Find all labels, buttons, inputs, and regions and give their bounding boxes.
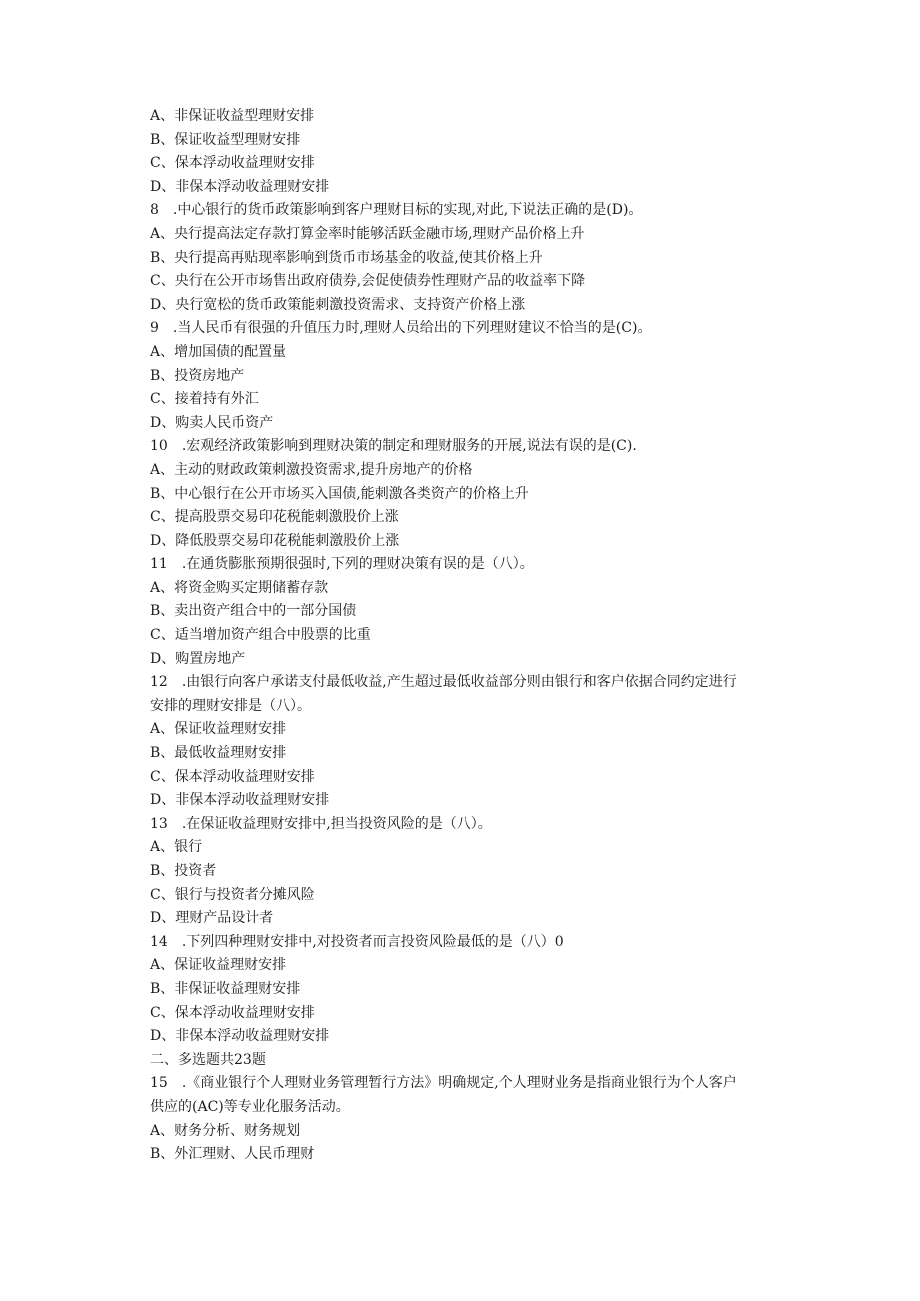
option-line: D、央行宽松的货币政策能刺激投资需求、支持资产价格上涨 bbox=[150, 296, 526, 313]
question-line-continued: 安排的理财安排是（八）。 bbox=[150, 697, 311, 714]
question-line: 9 .当人民币有很强的升值压力时,理财人员给出的下列理财建议不恰当的是(C)。 bbox=[150, 320, 652, 337]
question-line: 8 .中心银行的货币政策影响到客户理财目标的实现,对此,下说法正确的是(D)。 bbox=[150, 202, 643, 219]
option-line: B、非保证收益理财安排 bbox=[150, 980, 301, 997]
section-heading: 二、多选题共23题 bbox=[150, 1051, 266, 1068]
option-line: A、央行提高法定存款打算金率时能够活跃金融市场,理财产品价格上升 bbox=[150, 225, 585, 242]
option-line: A、银行 bbox=[150, 839, 203, 856]
question-line: 10 .宏观经济政策影响到理财决策的制定和理财服务的开展,说法有误的是(C). bbox=[150, 438, 637, 455]
option-line: A、保证收益理财安排 bbox=[150, 721, 287, 738]
option-line: A、将资金购买定期储蓄存款 bbox=[150, 579, 329, 596]
option-line: C、提高股票交易印花税能刺激股价上涨 bbox=[150, 509, 399, 526]
option-line: C、接着持有外汇 bbox=[150, 391, 259, 408]
option-line: A、非保证收益型理财安排 bbox=[150, 108, 315, 124]
option-line: D、购置房地产 bbox=[150, 650, 246, 667]
option-line: B、保证收益型理财安排 bbox=[150, 131, 301, 148]
option-line: C、保本浮动收益理财安排 bbox=[150, 768, 315, 785]
option-line: C、保本浮动收益理财安排 bbox=[150, 1004, 315, 1021]
question-line: 14 .下列四种理财安排中,对投资者而言投资风险最低的是（八）0 bbox=[150, 933, 564, 950]
option-line: A、保证收益理财安排 bbox=[150, 957, 287, 974]
option-line: B、卖出资产组合中的一部分国债 bbox=[150, 603, 357, 620]
option-line: C、保本浮动收益理财安排 bbox=[150, 155, 315, 172]
option-line: B、中心银行在公开市场买入国债,能刺激各类资产的价格上升 bbox=[150, 485, 529, 502]
question-line: 15 .《商业银行个人理财业务管理暂行方法》明确规定,个人理财业务是指商业银行为个人客户 bbox=[150, 1075, 737, 1092]
option-line: D、非保本浮动收益理财安排 bbox=[150, 178, 330, 195]
option-line: D、降低股票交易印花税能刺激股价上涨 bbox=[150, 532, 400, 549]
option-line: B、投资房地产 bbox=[150, 367, 245, 384]
option-line: A、财务分析、财务规划 bbox=[150, 1122, 301, 1139]
option-line: B、最低收益理财安排 bbox=[150, 745, 287, 762]
option-line: D、非保本浮动收益理财安排 bbox=[150, 1028, 330, 1045]
option-line: B、外汇理财、人民币理财 bbox=[150, 1146, 315, 1163]
option-line: A、增加国债的配置量 bbox=[150, 343, 287, 360]
document-body bbox=[150, 105, 820, 1167]
question-line-continued: 供应的(AC)等专业化服务活动。 bbox=[150, 1098, 350, 1115]
option-line: C、银行与投资者分摊风险 bbox=[150, 886, 315, 903]
option-line: C、央行在公开市场售出政府债券,会促使债券性理财产品的收益率下降 bbox=[150, 273, 586, 290]
option-line: D、理财产品设计者 bbox=[150, 910, 274, 927]
option-line: A、主动的财政政策刺激投资需求,提升房地产的价格 bbox=[150, 461, 473, 478]
option-line: D、购卖人民币资产 bbox=[150, 414, 274, 431]
question-line: 11 .在通货膨胀预期很强时,下列的理财决策有误的是（八）。 bbox=[150, 556, 534, 573]
question-line: 13 .在保证收益理财安排中,担当投资风险的是（八）。 bbox=[150, 815, 492, 832]
question-line: 12 .由银行向客户承诺支付最低收益,产生超过最低收益部分则由银行和客户依据合同约定进行 bbox=[150, 674, 737, 691]
option-line: B、投资者 bbox=[150, 863, 217, 879]
option-line: B、央行提高再贴现率影响到货币市场基金的收益,使其价格上升 bbox=[150, 249, 543, 266]
option-line: D、非保本浮动收益理财安排 bbox=[150, 792, 330, 809]
option-line: C、适当增加资产组合中股票的比重 bbox=[150, 627, 371, 644]
